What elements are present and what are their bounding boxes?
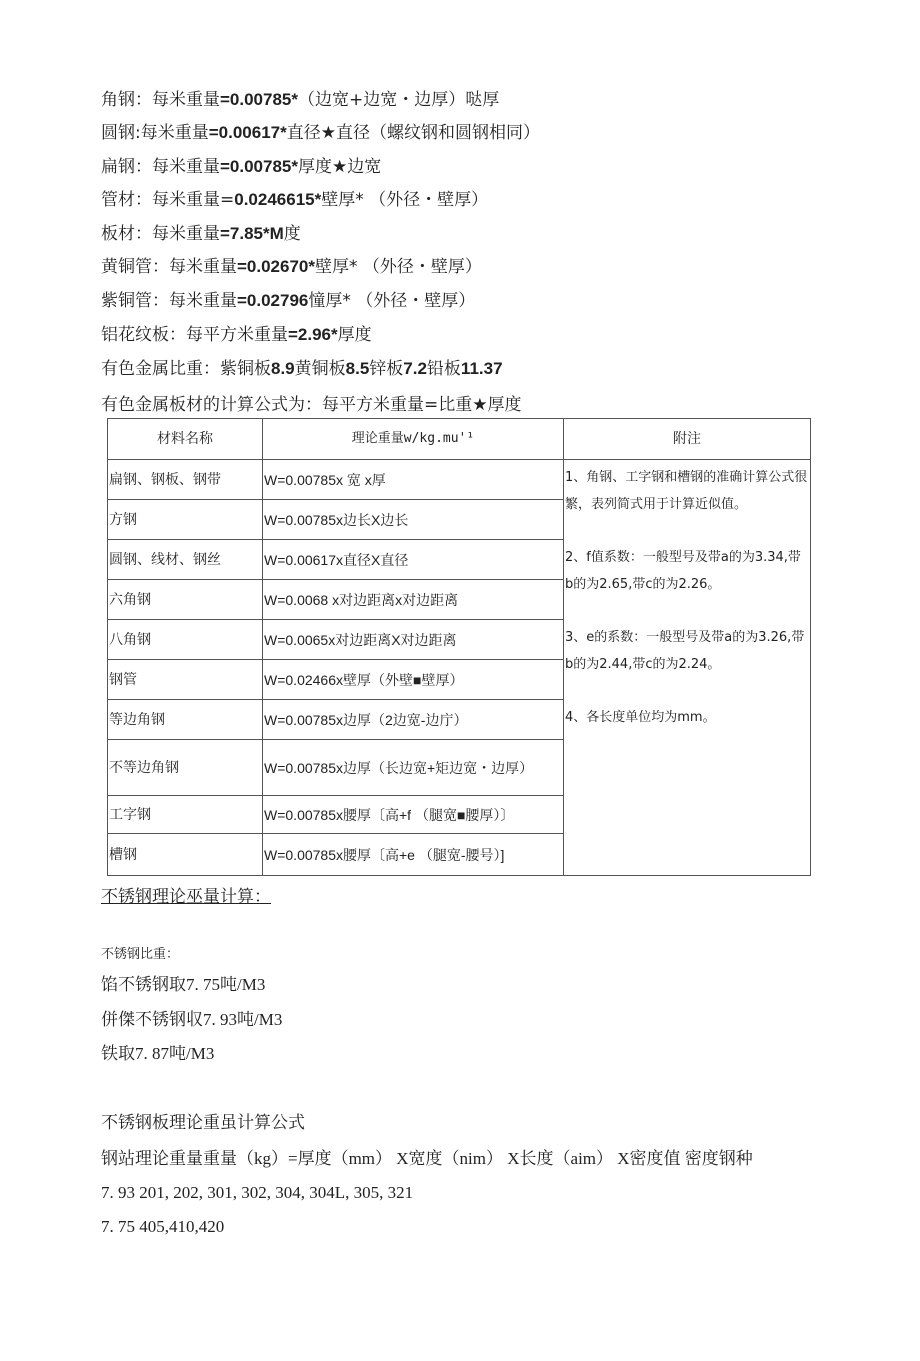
table-row: [108, 460, 811, 500]
nonferrous-density-line: 有色金属比重：紫铜板8.9黄铜板8.5锌板7.2铅板11.37: [101, 359, 503, 379]
formula-text: 厚度★边宽: [298, 157, 382, 177]
material-name-cell: 六角钢: [108, 580, 263, 620]
formula-text: 直径★直径（螺纹钢和圆钢相同）: [286, 123, 540, 143]
weight-formula-table: [107, 418, 811, 876]
formula-text: 板材：每米重量: [101, 224, 220, 244]
stainless-plate-formula: 钢站理论重量重量（kg）=厚度（mm） X宽度（nim） X长度（aim） X密度值 密度钢种: [101, 1149, 753, 1168]
formula-text: 厚度: [337, 325, 372, 345]
material-name-cell: 圆钢、线材、钢丝: [108, 540, 263, 580]
notes-cell: [564, 460, 811, 876]
formula-text: 圆钢:每米重量: [101, 123, 209, 143]
stainless-heading: 不锈钢理论巫量计算：: [101, 887, 271, 907]
formula-text: 铝花纹板：每平方米重量: [101, 325, 288, 345]
formula-cell: W=0.0068 x对边距离x对边距离: [263, 580, 564, 620]
material-name-cell: 八角钢: [108, 620, 263, 660]
formula-coefficient: =0.02796: [237, 291, 309, 310]
formula-text: 黄铜管：每米重量: [101, 257, 237, 277]
formula-text: 憧厚* （外径・壁厚）: [308, 291, 476, 311]
formula-cell: W=0.0065x对边距离X对边距离: [263, 620, 564, 660]
formula-line-round-steel: [101, 122, 540, 144]
density-item: 铁取7. 87吨/M3: [101, 1044, 215, 1063]
note-item: 1、角钢、工字钢和槽钢的准确计算公式很繁，表列简式用于计算近似值。: [565, 470, 808, 512]
density-item: 馅不锈钢取7. 75吨/M3: [101, 975, 266, 994]
table-header-material: 材料名称: [108, 419, 263, 460]
formula-text: 壁厚* （外径・壁厚）: [321, 190, 489, 210]
material-name-cell: 工字钢: [108, 796, 263, 834]
material-name-cell: 槽钢: [108, 834, 263, 876]
formula-text: 管材：每米重量=: [101, 190, 235, 210]
formula-cell: W=0.00785x 宽 x厚: [263, 460, 564, 500]
formula-cell: W=0.00617x直径X直径: [263, 540, 564, 580]
table-header-notes: 附注: [564, 419, 811, 460]
formula-coefficient: =2.96*: [288, 325, 338, 344]
formula-text: 角钢：每米重量: [101, 90, 220, 110]
formula-text: 度: [283, 224, 301, 244]
formula-line-brass-pipe: [101, 256, 482, 278]
formula-coefficient: 0.0246615*: [234, 190, 322, 209]
material-name-cell: 等边角钢: [108, 700, 263, 740]
stainless-plate-title: 不锈钢板理论重虽计算公式: [101, 1113, 305, 1133]
formula-coefficient: =0.00785*: [220, 157, 298, 176]
material-name-cell: 不等边角钢: [108, 740, 263, 796]
formula-coefficient: =0.00785*: [220, 90, 298, 109]
formula-cell: W=0.00785x边厚（2边宽-边庁）: [263, 700, 564, 740]
formula-line-flat-steel: [101, 156, 381, 178]
note-item: 3、e的系数：一般型号及带a的为3.26,带b的为2.44,带c的为2.24。: [565, 630, 805, 672]
formula-text: 紫铜管：每米重量: [101, 291, 237, 311]
formula-line-copper-pipe: [101, 290, 475, 312]
formula-cell: W=0.00785x腰厚〔高+f （腿宽■腰厚）〕: [263, 796, 564, 834]
formula-coefficient: =0.00617*: [208, 123, 287, 142]
formula-cell: W=0.00785x边厚（长边宽+矩边宽・边厚）: [263, 740, 564, 796]
formula-line-angle-steel: [101, 89, 499, 111]
nonferrous-formula-line: 有色金属板材的计算公式为：每平方米重量=比重★厚度: [101, 395, 522, 415]
density-item: 併傑不锈钢収7. 93吨/M3: [101, 1010, 283, 1029]
stainless-density-label: 不锈钢比重：: [101, 947, 180, 962]
formula-cell: W=0.00785x腰厚〔高+e （腿宽-腰号）]: [263, 834, 564, 876]
grade-list-item: 7. 93 201, 202, 301, 302, 304, 304L, 305, 321: [101, 1183, 414, 1202]
formula-cell: W=0.02466x壁厚（外壁■壁厚）: [263, 660, 564, 700]
note-item: 4、各长度单位均为mm。: [565, 710, 716, 725]
grade-list-item: 7. 75 405,410,420: [101, 1217, 225, 1236]
formula-text: 扁钢：每米重量: [101, 157, 220, 177]
material-name-cell: 方钢: [108, 500, 263, 540]
table-header-row: [108, 419, 811, 460]
formula-line-aluminum-plate: [101, 324, 372, 346]
note-item: 2、f值系数：一般型号及带a的为3.34,带b的为2.65,带c的为2.26。: [565, 550, 801, 592]
formula-line-pipe: [101, 189, 488, 211]
formula-text: （边宽+边宽・边厚）哒厚: [298, 90, 500, 110]
formula-coefficient: =0.02670*: [237, 257, 315, 276]
material-name-cell: 扁钢、钢板、钢带: [108, 460, 263, 500]
formula-line-plate: [101, 223, 301, 245]
formula-cell: W=0.00785x边长X边长: [263, 500, 564, 540]
material-name-cell: 钢管: [108, 660, 263, 700]
table-header-weight: 理论重量w/kg.mu'¹: [263, 419, 564, 460]
formula-coefficient: =7.85*M: [220, 224, 284, 243]
formula-text: 壁厚* （外径・壁厚）: [315, 257, 482, 277]
